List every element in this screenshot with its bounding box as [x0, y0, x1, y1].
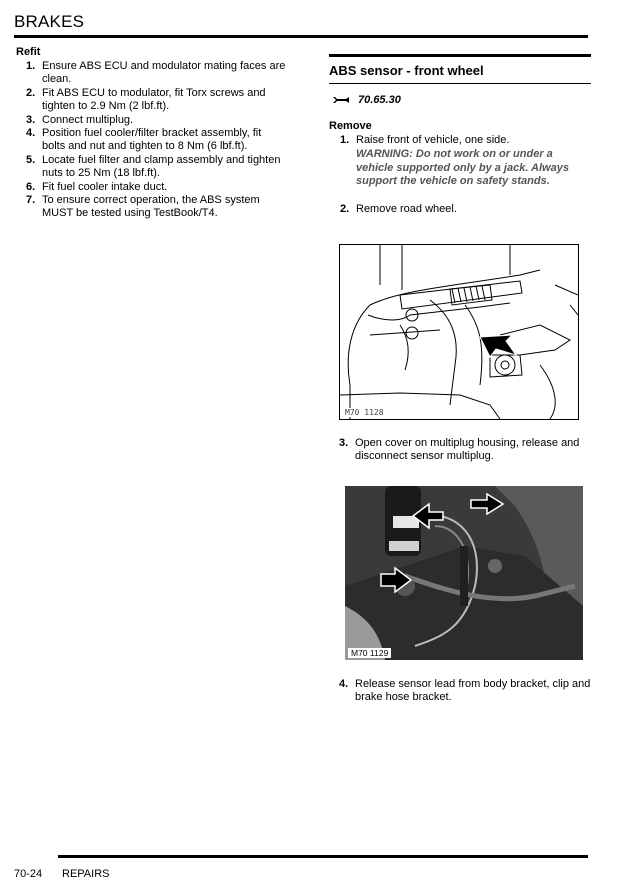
step-text: Fit fuel cooler intake duct.	[42, 180, 168, 193]
step-text: Raise front of vehicle, one side.	[356, 134, 510, 146]
remove-heading: Remove	[329, 120, 372, 132]
step-text: Locate fuel filter and clamp assembly and tighten nuts to 25 Nm (18 lbf.ft).	[42, 153, 281, 180]
list-item	[16, 114, 286, 127]
section-rule	[329, 54, 591, 57]
step-text: To ensure correct operation, the ABS system MUST be tested using TestBook/T4.	[42, 194, 260, 220]
sensor-photo	[345, 486, 583, 660]
remove-step-4	[329, 678, 591, 705]
figure-line-drawing	[339, 244, 579, 420]
list-item	[329, 437, 591, 464]
figure-caption: M70 1129	[348, 648, 391, 658]
step-number: 7.	[26, 194, 36, 207]
step-number: 2.	[340, 202, 350, 215]
list-item	[16, 154, 286, 181]
step-text: Open cover on multiplug housing, release and disconnect sensor multiplug.	[355, 437, 580, 463]
list-item	[329, 203, 591, 216]
section-rule-thin	[329, 83, 591, 84]
step-number: 3.	[26, 113, 36, 126]
step-text: Position fuel cooler/filter bracket assembly, fit bolts and nut and tighten to 8 Nm (6 lbf.ft).	[42, 127, 262, 153]
remove-steps-cont	[329, 678, 591, 705]
footer-label: REPAIRS	[62, 868, 110, 880]
footer-rule	[58, 855, 588, 858]
step-text: Ensure ABS ECU and modulator mating faces are clean.	[42, 60, 286, 86]
header-rule	[14, 35, 588, 38]
list-item	[16, 127, 286, 154]
step-number: 6.	[26, 180, 36, 193]
list-item	[16, 194, 286, 221]
warning-text: WARNING: Do not work on or under a vehicle supported only by a jack. Always support the vehicle on safety stands.	[356, 148, 569, 188]
list-item	[329, 678, 591, 705]
page-header-title: BRAKES	[14, 12, 85, 31]
operation-code-line	[332, 94, 591, 106]
wrench-icon	[332, 95, 350, 105]
figure-caption: M70 1128	[345, 408, 384, 417]
list-item	[16, 181, 286, 194]
refit-heading: Refit	[16, 46, 41, 58]
operation-code: 70.65.30	[358, 94, 401, 106]
remove-step-3	[329, 437, 591, 464]
step-number: 4.	[339, 678, 349, 690]
list-item	[16, 60, 286, 87]
step-text: Fit ABS ECU to modulator, fit Torx screws and tighten to 2.9 Nm (2 lbf.ft).	[42, 86, 266, 113]
footer-page-number: 70-24	[14, 868, 43, 880]
section-title: ABS sensor - front wheel	[329, 63, 484, 78]
remove-steps	[329, 134, 591, 216]
refit-column	[16, 46, 286, 221]
step-number: 4.	[26, 127, 36, 140]
abs-sensor-section	[329, 54, 591, 216]
step-text: Release sensor lead from body bracket, clip and brake hose bracket.	[355, 678, 591, 704]
step-text: Connect multiplug.	[42, 113, 134, 126]
figure-photo	[345, 486, 583, 660]
list-item	[16, 87, 286, 114]
step-text: Remove road wheel.	[356, 202, 457, 215]
step-number: 5.	[26, 153, 36, 166]
step-number: 1.	[340, 134, 350, 146]
step-number: 2.	[26, 86, 36, 99]
refit-steps	[16, 60, 286, 221]
sensor-line-drawing	[340, 245, 578, 419]
step-number: 3.	[339, 437, 349, 449]
step-number: 1.	[26, 60, 36, 72]
remove-steps-cont	[329, 437, 591, 464]
list-item	[329, 134, 591, 189]
